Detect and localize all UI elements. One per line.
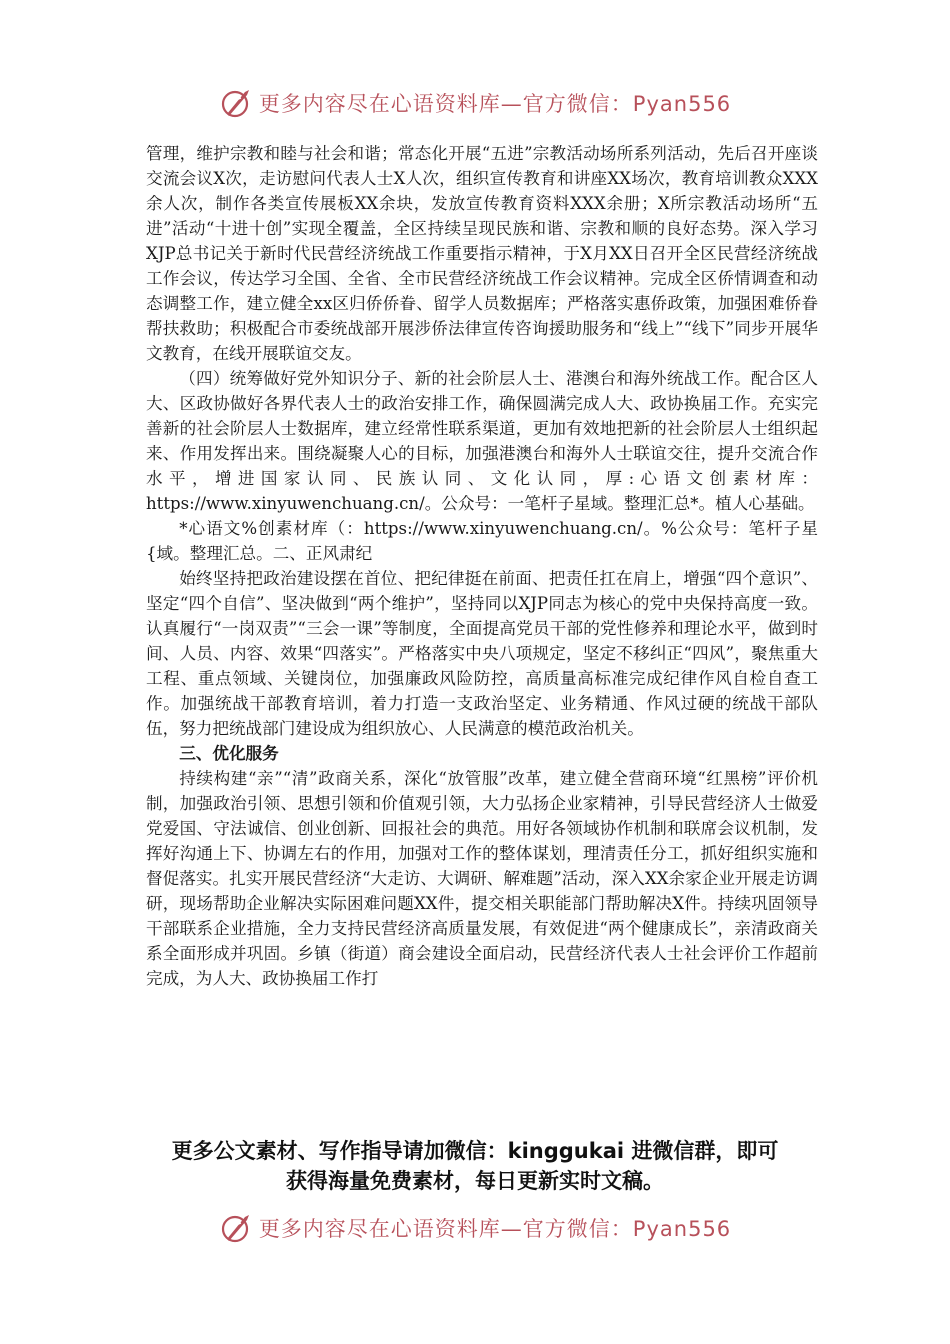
promo-notice	[120, 1136, 830, 1196]
document-body	[146, 141, 818, 991]
paragraph: *心语文%创素材库（：https://www.xinyuwenchuang.cn/。%公众号：笔杆子星{域。整理汇总。二、正风肃纪	[146, 519, 818, 563]
paragraph: 管理，维护宗教和睦与社会和谐；常态化开展“五进”宗教活动场所系列活动，先后召开座谈交流会议X次，走访慰问代表人士X人次，组织宣传教育和讲座XX场次，教育培训教众XXX余人次，制作各类宣传展板XX余块，发放宣传教育资料XXX余册；X所宗教活动场所“五进”活动“十进十创”实现全覆盖，全区持续呈现民族和谐、宗教和顺的良好态势。深入学习XJP总书记关于新时代民营经济统战工作重要指示精神，于X月XX日召开全区民营经济统战工作会议，传达学习全国、全省、全市民营经济统战工作会议精神。完成全区侨情调查和动态调整工作，建立健全xx区归侨侨眷、留学人员数据库；严格落实惠侨政策，加强困难侨眷帮扶救助；积极配合市委统战部开展涉侨法律宣传咨询援助服务和“线上”“线下”同步开展华文教育，在线开展联谊交友。	[146, 144, 818, 363]
footer-banner-text: 更多内容尽在心语资料库—官方微信：Pyan556	[258, 1217, 732, 1241]
paragraph: 始终坚持把政治建设摆在首位、把纪律挺在前面、把责任扛在肩上，增强“四个意识”、坚定“四个自信”、坚决做到“两个维护”，坚持同以XJP同志为核心的党中央保持高度一致。认真履行“一岗双责”“三会一课”等制度，全面提高党员干部的党性修养和理论水平，做到时间、人员、内容、效果“四落实”。严格落实中央八项规定，坚定不移纠正“四风”，聚焦重大工程、重点领域、关键岗位，加强廉政风险防控，高质量高标准完成纪律作风自检自查工作。加强统战干部教育培训，着力打造一支政治坚定、业务精通、作风过硬的统战干部队伍，努力把统战部门建设成为组织放心、人民满意的模范政治机关。	[146, 569, 818, 738]
section-heading: 三、优化服务	[179, 744, 279, 763]
header-banner	[0, 83, 950, 123]
header-banner-text: 更多内容尽在心语资料库—官方微信：Pyan556	[258, 92, 732, 116]
quill-pen-logo-icon	[219, 86, 253, 120]
promo-line-1: 更多公文素材、写作指导请加微信：kinggukai 进微信群，即可	[171, 1139, 779, 1163]
footer-banner	[0, 1208, 950, 1248]
quill-pen-logo-icon	[219, 1211, 253, 1245]
promo-line-2: 获得海量免费素材，每日更新实时文稿。	[286, 1169, 664, 1193]
paragraph: 持续构建“亲”“清”政商关系，深化“放管服”改革，建立健全营商环境“红黑榜”评价机制，加强政治引领、思想引领和价值观引领，大力弘扬企业家精神，引导民营经济人士做爱党爱国、守法诚信、创业创新、回报社会的典范。用好各领域协作机制和联席会议机制，发挥好沟通上下、协调左右的作用，加强对工作的整体谋划，理清责任分工，抓好组织实施和督促落实。扎实开展民营经济“大走访、大调研、解难题”活动，深入XX余家企业开展走访调研，现场帮助企业解决实际困难问题XX件，提交相关职能部门帮助解决X件。持续巩固领导干部联系企业措施，全力支持民营经济高质量发展，有效促进“两个健康成长”，亲清政商关系全面形成并巩固。乡镇（街道）商会建设全面启动，民营经济代表人士社会评价工作超前完成，为人大、政协换届工作打	[146, 769, 818, 988]
paragraph: （四）统筹做好党外知识分子、新的社会阶层人士、港澳台和海外统战工作。配合区人大、区政协做好各界代表人士的政治安排工作，确保圆满完成人大、政协换届工作。充实完善新的社会阶层人士数据库，建立经常性联系渠道，更加有效地把新的社会阶层人士组织起来、作用发挥出来。围绕凝聚人心的目标，加强港澳台和海外人士联谊交往，提升交流合作水平，增进国家认同、民族认同、文化认同，厚:心语文创素材库：https://www.xinyuwenchuang.cn/。公众号：一笔杆子星域。整理汇总*。植人心基础。	[146, 369, 818, 513]
